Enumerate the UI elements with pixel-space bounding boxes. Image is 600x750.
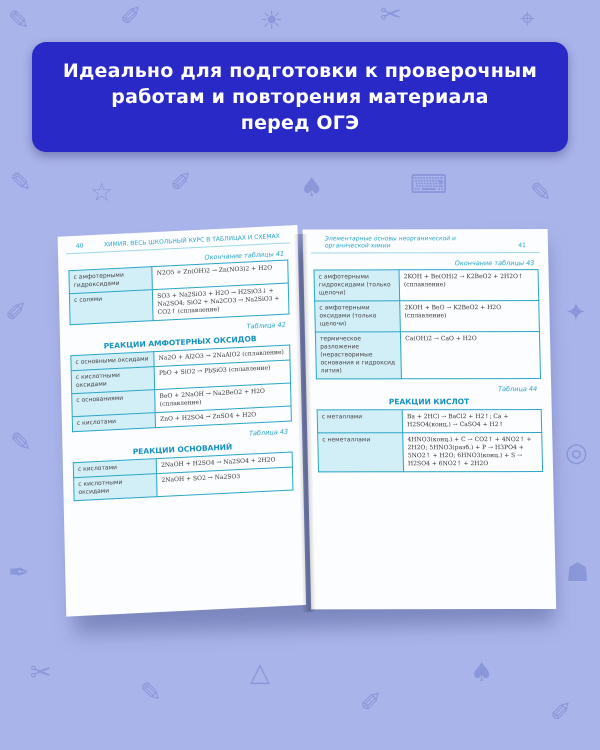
table-44 — [317, 409, 543, 472]
table-value: Ba + 2HCl → BaCl2 + H2↑; Ca + H2SO4(конц.) → CaSO4 + H2↑ — [402, 410, 541, 433]
scissors-icon: ✂ — [380, 0, 402, 30]
pen-icon: ✒ — [8, 558, 30, 588]
graduation-cap-icon: ♠ — [470, 658, 494, 688]
right-running-title: Элементарные основы неорганической и органической химии — [324, 235, 456, 250]
sun-icon: ☀ — [260, 6, 284, 36]
table-row — [315, 332, 540, 379]
calculator-icon: ⌨ — [410, 170, 448, 200]
left-running-title: ХИМИЯ. ВЕСЬ ШКОЛЬНЫЙ КУРС В ТАБЛИЦАХ И СХЕМАХ — [103, 232, 280, 249]
scissors-icon: ✂ — [30, 658, 52, 688]
table-key: с кислотами — [72, 413, 155, 432]
banner-line-2: работам и повторения материала — [111, 86, 489, 108]
table-value: 2NaOH + H2SO4 → Na2SO4 + 2H2O — [156, 452, 292, 474]
table-value: PbO + SiO2 → PbSiO3 (сплавление) — [154, 360, 290, 390]
palette-icon: ✐ — [550, 698, 572, 728]
backpack-icon: ☗ — [566, 558, 590, 588]
triangle-icon: △ — [250, 658, 270, 688]
book-icon: ✎ — [140, 678, 162, 708]
table-value: N2O5 + Zn(OH)2 → Zn(NO3)2 + H2O — [152, 260, 288, 290]
compass-icon: ⌖ — [520, 4, 535, 34]
table-key: с амфотерными оксидами (только щелочи) — [315, 301, 401, 332]
table-value: ZnO + H2SO4 → ZnSO4 + H2O — [155, 406, 291, 428]
pencil-icon: ✐ — [120, 2, 142, 32]
caption-42: Таблица 42 — [246, 320, 286, 331]
right-running-head — [311, 229, 541, 253]
table-key: с металлами — [317, 410, 403, 433]
caption-44: Таблица 44 — [498, 385, 538, 394]
right-caption-cont: Окончание таблицы 43 — [454, 259, 535, 268]
right-page-number: 41 — [518, 242, 527, 250]
table-row — [315, 301, 540, 332]
palette-icon: ✐ — [170, 168, 192, 198]
table-row — [317, 410, 542, 433]
table-41-end — [68, 260, 289, 326]
table-key: с основными оксидами — [71, 352, 154, 371]
table-value: 4HNO3(конц.) + C → CO2↑ + 4NO2↑ + 2H2O; 5HNO3(разб.) + P → H3PO4 + 5NO2↑ + H2O; 6HNO3(конц.) + S → H2SO4 + 6NO2↑ + 2H2O — [403, 433, 543, 472]
right-page — [303, 229, 557, 609]
table-value: 2NaOH + SO2 → Na2SO3 — [157, 467, 293, 497]
star-icon: ☆ — [90, 178, 114, 208]
table-value: Na2O + Al2O3 → 2NaAlO2 (сплавление) — [154, 345, 290, 367]
banner-line-1: Идеально для подготовки к проверочным — [62, 60, 538, 82]
table-43 — [73, 451, 294, 501]
book-icon: ✎ — [10, 168, 32, 198]
table-value: BeO + 2NaOH → Na2BeO2 + H2O (сплавление) — [155, 383, 291, 413]
left-caption-cont: Окончание таблицы 41 — [204, 249, 285, 262]
brush-icon: ✐ — [5, 298, 27, 328]
pencil-icon: ✐ — [360, 688, 382, 718]
ruler-icon: ✎ — [10, 428, 32, 458]
table-key: с кислотными оксидами — [71, 367, 155, 394]
table-key: с кислотными оксидами — [74, 474, 158, 501]
promo-banner — [32, 42, 568, 152]
table-key: с амфотерными гидроксидами (только щелочи) — [314, 270, 400, 301]
title-43: РЕАКЦИИ ОСНОВАНИЙ — [132, 442, 233, 457]
caption-43: Таблица 43 — [248, 427, 289, 438]
table-key: с солями — [69, 290, 153, 325]
table-key: с неметаллами — [318, 433, 404, 472]
title-44: РЕАКЦИИ КИСЛОТ — [388, 397, 470, 407]
open-book — [58, 222, 557, 629]
table-key: с кислотами — [73, 459, 156, 478]
table-42 — [70, 344, 292, 432]
table-value: SO3 + Na2SiO3 + H2O → H2SiO3↓ + Na2SO4; SiO2 + Na2CO3 → Na2SiO3 + CO2↑ (сплавление) — [153, 283, 289, 321]
left-page-number: 40 — [75, 242, 84, 250]
table-key: термическое разложение (нерастворимые основания и гидроксид лития) — [315, 332, 401, 379]
graduation-cap-icon: ♠ — [300, 173, 324, 203]
pin-icon: ✦ — [565, 298, 587, 328]
left-page — [58, 225, 306, 617]
title-42: РЕАКЦИИ АМФОТЕРНЫХ ОКСИДОВ — [103, 334, 257, 351]
ruler-icon: ✎ — [8, 6, 30, 36]
table-value: Ca(OH)2 → CaO + H2O — [400, 332, 540, 379]
banner-line-3: перед ОГЭ — [240, 112, 360, 134]
table-key: с основаниями — [72, 390, 156, 417]
table-value: 2KOH + Be(OH)2 → K2BeO2 + 2H2O↑ (сплавление) — [399, 270, 539, 301]
table-row — [314, 270, 539, 301]
table-key: с амфотерными гидроксидами — [69, 267, 153, 294]
table-value: 2KOH + BeO → K2BeO2 + H2O (сплавление) — [400, 301, 540, 332]
globe-icon: ◎ — [565, 438, 588, 468]
table-row — [318, 433, 543, 472]
pencil-icon: ✎ — [530, 178, 552, 208]
table-43-end — [313, 269, 541, 379]
